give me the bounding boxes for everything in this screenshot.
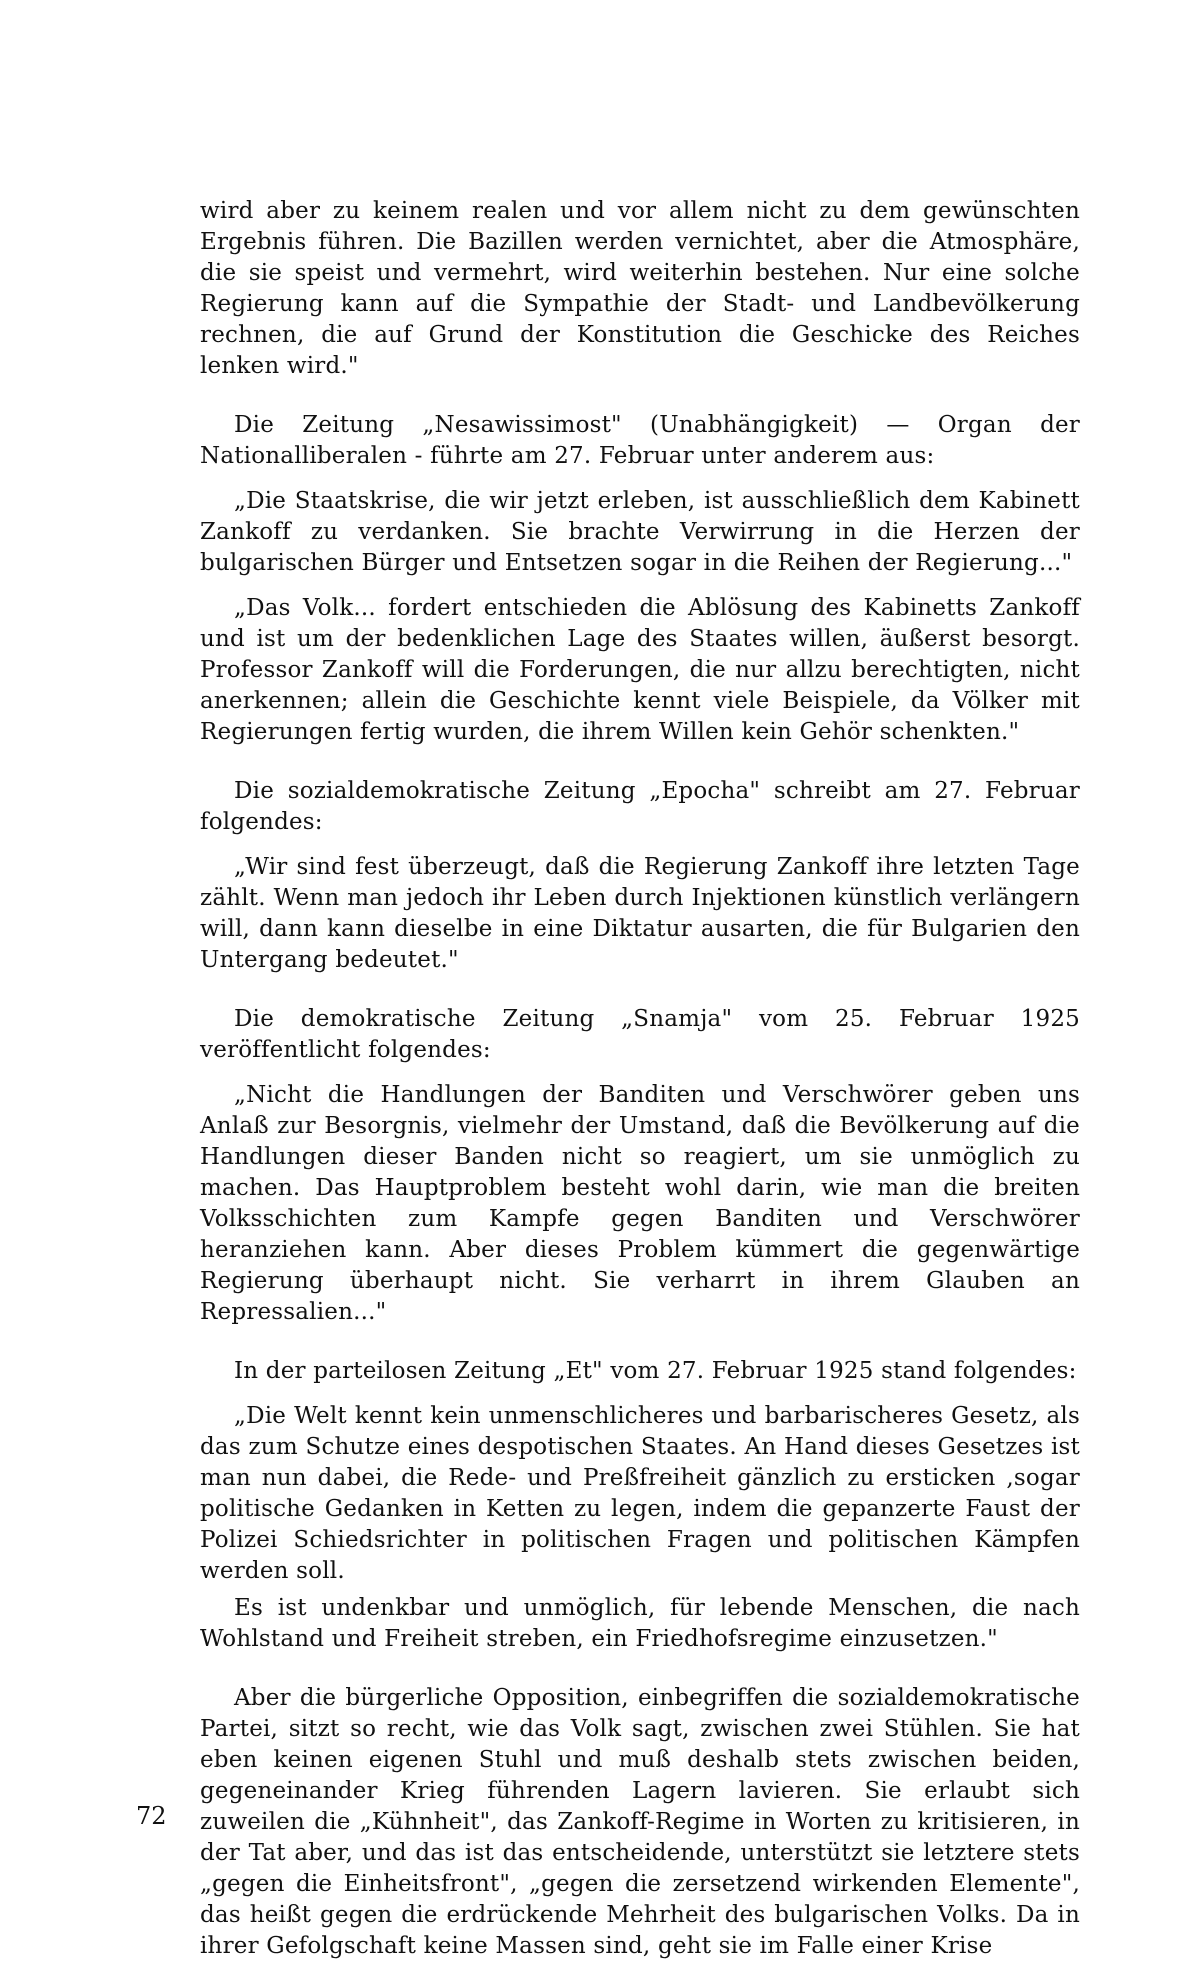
quote-snamja: „Nicht die Handlungen der Banditen und Verschwörer geben uns Anlaß zur Besorgnis, vielmehr der Umstand, daß die Bevölkerung auf die Handlungen dieser Banden nicht so reagiert, um sie unmöglich zu machen. Das Hauptproblem besteht wohl darin, wie man die breiten Volksschichten zum Kampfe gegen Banditen und Verschwörer heranziehen kann. Aber dieses Problem kümmert die gegenwärtige Regierung überhaupt nicht. Sie verharrt in ihrem Glauben an Repressalien..." [200,1082,1080,1325]
paragraph-epocha-intro: Die sozialdemokratische Zeitung „Epocha" schreibt am 27. Februar folgendes: [200,778,1080,835]
quote-et-2: Es ist undenkbar und unmöglich, für lebende Menschen, die nach Wohlstand und Freiheit streben, ein Friedhofsregime einzusetzen." [200,1595,1080,1652]
quote-nesawissimost-1: „Die Staatskrise, die wir jetzt erleben, ist ausschließlich dem Kabinett Zankoff zu verdanken. Sie brachte Verwirrung in die Herzen der bulgarischen Bürger und Entsetzen sogar in die Reihen der Regierung..." [200,488,1080,576]
paragraph-1-continuation: wird aber zu keinem realen und vor allem nicht zu dem gewünschten Ergebnis führen. Die Bazillen werden vernichtet, aber die Atmosphäre, die sie speist und vermehrt, wird weiterhin bestehen. Nur eine solche Regierung kann auf die Sympathie der Stadt- und Landbevölkerung rechnen, die auf Grund der Konstitution die Geschicke des Reiches lenken wird." [200,198,1080,379]
paragraph-snamja-intro: Die demokratische Zeitung „Snamja" vom 25. Februar 1925 veröffentlicht folgendes: [200,1006,1080,1063]
quote-nesawissimost-2: „Das Volk... fordert entschieden die Ablösung des Kabinetts Zankoff und ist um der bedenklichen Lage des Staates willen, äußerst besorgt. Professor Zankoff will die Forderungen, die nur allzu berechtigten, nicht anerkennen; allein die Geschichte kennt viele Beispiele, da Völker mit Regierungen fertig wurden, die ihrem Willen kein Gehör schenkten." [200,595,1080,745]
paragraph-nesawissimost-intro: Die Zeitung „Nesawissimost" (Unabhängigkeit) — Organ der Nationalliberalen - führte am 27. Februar unter anderem aus: [200,412,1080,469]
paragraph-opposition: Aber die bürgerliche Opposition, einbegriffen die sozialdemokratische Partei, sitzt so recht, wie das Volk sagt, zwischen zwei Stühlen. Sie hat eben keinen eigenen Stuhl und muß deshalb stets zwischen beiden, gegeneinander Krieg führenden Lagern lavieren. Sie erlaubt sich zuweilen die „Kühnheit", das Zankoff-Regime in Worten zu kritisieren, in der Tat aber, und das ist das entscheidende, unterstützt sie letztere stets „gegen die Einheitsfront", „gegen die zersetzend wirkenden Elemente", das heißt gegen die erdrückende Mehrheit des bulgarischen Volks. Da in ihrer Gefolgschaft keine Massen sind, geht sie im Falle einer Krise [200,1685,1080,1959]
quote-epocha: „Wir sind fest überzeugt, daß die Regierung Zankoff ihre letzten Tage zählt. Wenn man jedoch ihr Leben durch Injektionen künstlich verlängern will, dann kann dieselbe in eine Diktatur ausarten, die für Bulgarien den Untergang bedeutet." [200,854,1080,973]
quote-et-1: „Die Welt kennt kein unmenschlicheres und barbarischeres Gesetz, als das zum Schutze eines despotischen Staates. An Hand dieses Gesetzes ist man nun dabei, die Rede- und Preßfreiheit gänzlich zu ersticken ,sogar politische Gedanken in Ketten zu legen, indem die gepanzerte Faust der Polizei Schiedsrichter in politischen Fragen und politischen Kämpfen werden soll. [200,1403,1080,1584]
page-number: 72 [136,1802,167,1830]
text-column [200,196,1080,1962]
paragraph-et-intro: In der parteilosen Zeitung „Et" vom 27. Februar 1925 stand folgendes: [234,1358,1077,1384]
